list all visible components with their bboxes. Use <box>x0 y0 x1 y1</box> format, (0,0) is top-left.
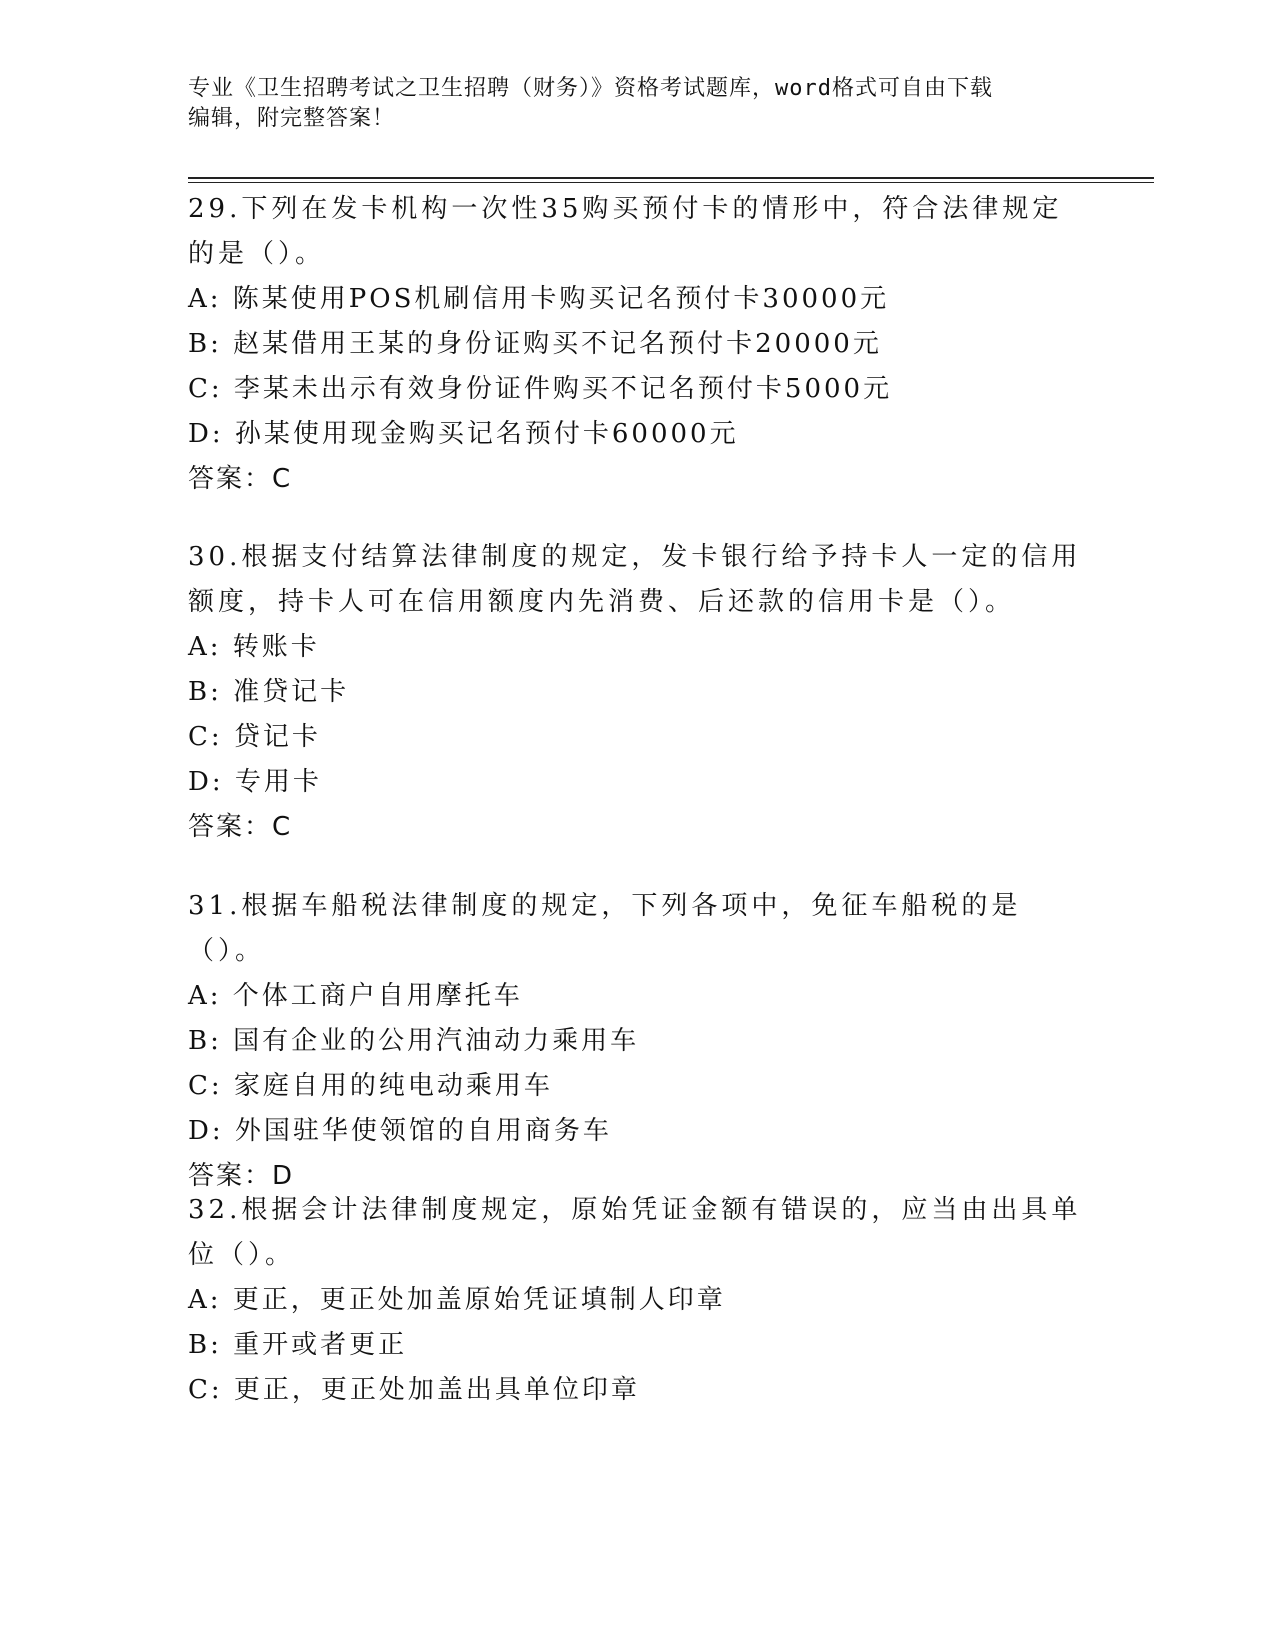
answer-text: 答案：C <box>188 464 293 494</box>
option-a: A: 陈某使用POS机刷信用卡购买记名预付卡30000元 <box>188 284 890 314</box>
option-b: B: 重开或者更正 <box>188 1330 408 1360</box>
option-a: A: 个体工商户自用摩托车 <box>188 981 523 1011</box>
option-a: A: 转账卡 <box>188 632 320 662</box>
question-stem: 30.根据支付结算法律制度的规定，发卡银行给予持卡人一定的信用额度，持卡人可在信用额度内先消费、后还款的信用卡是（）。 <box>188 542 1082 617</box>
option-d: D: 专用卡 <box>188 767 322 797</box>
answer-text: 答案：C <box>188 812 293 842</box>
question-29 <box>188 187 1088 502</box>
option-d: D: 孙某使用现金购买记名预付卡60000元 <box>188 419 739 449</box>
question-31 <box>188 884 1088 1199</box>
option-d: D: 外国驻华使领馆的自用商务车 <box>188 1116 612 1146</box>
answer-text: 答案：D <box>188 1161 295 1191</box>
question-stem: 29.下列在发卡机构一次性35购买预付卡的情形中，符合法律规定的是（）。 <box>188 194 1063 269</box>
document-header: 专业《卫生招聘考试之卫生招聘（财务）》资格考试题库，word格式可自由下载 编辑，附完整答案！ <box>188 76 993 131</box>
option-b: B: 准贷记卡 <box>188 677 350 707</box>
header-divider-thick <box>188 177 1154 179</box>
question-stem: 32.根据会计法律制度规定，原始凭证金额有错误的，应当由出具单位（）。 <box>188 1195 1082 1270</box>
option-a: A: 更正，更正处加盖原始凭证填制人印章 <box>188 1285 726 1315</box>
question-30 <box>188 535 1088 850</box>
option-c: C: 李某未出示有效身份证件购买不记名预付卡5000元 <box>188 374 893 404</box>
question-32 <box>188 1188 1088 1413</box>
question-stem: 31.根据车船税法律制度的规定，下列各项中，免征车船税的是（）。 <box>188 891 1022 966</box>
option-c: C: 更正，更正处加盖出具单位印章 <box>188 1375 640 1405</box>
option-b: B: 赵某借用王某的身份证购买不记名预付卡20000元 <box>188 329 882 359</box>
option-b: B: 国有企业的公用汽油动力乘用车 <box>188 1026 640 1056</box>
option-c: C: 家庭自用的纯电动乘用车 <box>188 1071 553 1101</box>
header-divider-thin <box>188 182 1154 183</box>
option-c: C: 贷记卡 <box>188 722 321 752</box>
